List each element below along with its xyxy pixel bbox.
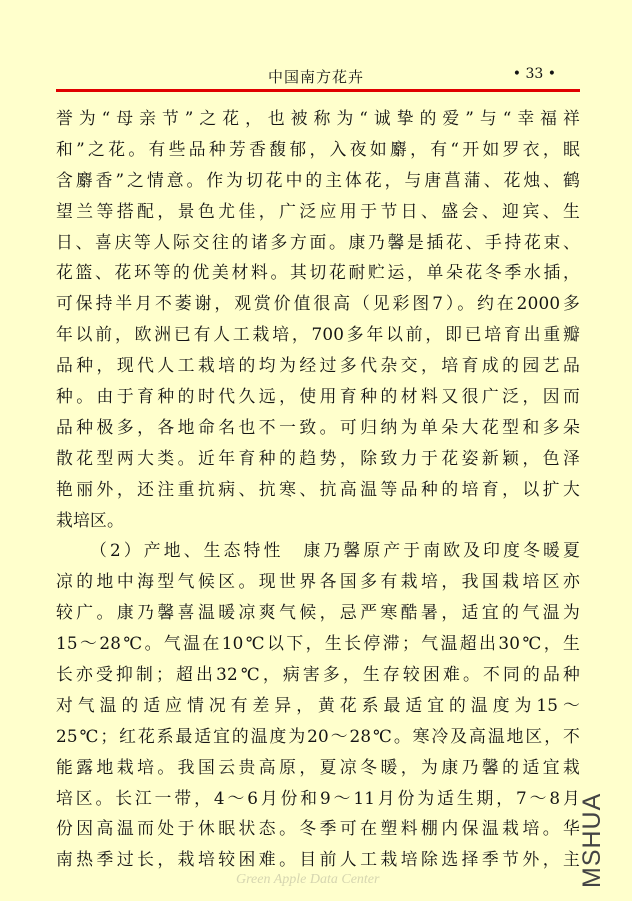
section-heading-line: （2）产地、生态特性 康乃馨原产于南欧及印度冬暖夏	[90, 540, 580, 561]
text-line: 望兰等搭配，景色尤佳，广泛应用于节日、盛会、迎宾、生	[56, 200, 580, 221]
text-line: 品种，现代人工栽培的均为经过多代杂交，培育成的园艺品	[56, 355, 580, 376]
page-number: • 33 •	[512, 66, 556, 82]
text-line: 25℃；红花系最适宜的温度为20～28℃。寒冷及高温地区，不	[56, 725, 580, 746]
text-line: 栽培区。	[56, 509, 124, 530]
text-line: 凉的地中海型气候区。现世界各国多有栽培，我国栽培区亦	[56, 571, 580, 592]
text-line: 和”之花。有些品种芳香馥郁，入夜如麝，有“开如罗衣，眠	[56, 138, 580, 159]
text-line: 含麝香”之情意。作为切花中的主体花，与唐菖蒲、花烛、鹤	[56, 169, 580, 190]
text-line: 能露地栽培。我国云贵高原，夏凉冬暖，为康乃馨的适宜栽	[56, 756, 580, 777]
text-line: 南热季过长，栽培较困难。目前人工栽培除选择季节外，主	[56, 849, 580, 870]
text-line: 誉为“母亲节”之花，也被称为“诚挚的爱”与“幸福祥	[56, 108, 580, 128]
text-line: 较广。康乃馨喜温暖凉爽气候，忌严寒酷暑，适宜的气温为	[56, 602, 580, 623]
text-line: 艳丽外，还注重抗病、抗寒、抗高温等品种的培育，以扩大	[56, 478, 580, 499]
text-line: 散花型两大类。近年育种的趋势，除致力于花姿新颖，色泽	[56, 447, 580, 468]
text-line: 年以前，欧洲已有人工栽培，700多年以前，即已培育出重瓣	[56, 324, 580, 345]
running-header	[56, 66, 580, 88]
text-line: 日、喜庆等人际交往的诸多方面。康乃馨是插花、手持花束、	[56, 231, 580, 252]
text-line: 品种极多，各地命名也不一致。可归纳为单朵大花型和多朵	[56, 416, 580, 437]
text-line: 花篮、花环等的优美材料。其切花耐贮运，单朵花冬季水插，	[56, 262, 580, 283]
side-watermark: MSHUA	[578, 792, 606, 888]
text-line: 对气温的适应情况有差异，黄花系最适宜的温度为15～	[56, 694, 580, 715]
text-line: 培区。长江一带，4～6月份和9～11月份为适生期，7～8月	[56, 787, 580, 808]
body-text	[56, 103, 580, 875]
text-line: 可保持半月不萎谢，观赏价值很高（见彩图7）。约在2000多	[56, 293, 580, 314]
text-line: 份因高温而处于休眠状态。冬季可在塑料棚内保温栽培。华	[56, 818, 580, 839]
text-line: 种。由于育种的时代久远，使用育种的材料又很广泛，因而	[56, 386, 580, 407]
text-line: 15～28℃。气温在10℃以下，生长停滞；气温超出30℃，生	[56, 633, 580, 654]
watermark: Green Apple Data Center	[236, 872, 380, 887]
book-title: 中国南方花卉	[268, 68, 365, 86]
header-rule	[56, 89, 580, 92]
text-line: 长亦受抑制；超出32℃，病害多，生存较困难。不同的品种	[56, 664, 580, 685]
